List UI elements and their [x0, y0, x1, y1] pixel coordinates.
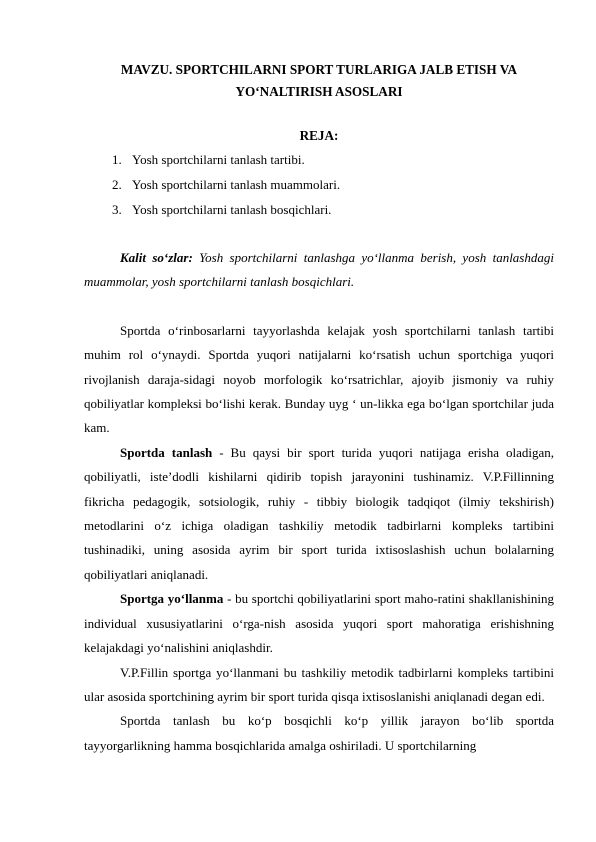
plan-item-text: Yosh sportchilarni tanlash muammolari. — [132, 177, 341, 192]
keywords-text: Yosh sportchilarni tanlashga yo‘llanma berish, yosh tanlashdagi muammolar, yosh sportchilarni tanlash bosqichlari. — [84, 250, 554, 290]
plan-item-text: Yosh sportchilarni tanlash tartibi. — [132, 152, 305, 167]
plan-item — [84, 176, 554, 201]
plan-item-number: 3. — [112, 202, 122, 217]
keywords-label: Kalit so‘zlar: — [120, 250, 193, 265]
paragraph-text: Sportda o‘rinbosarlarni tayyorlashda kelajak yosh sportchilarni tanlash tartibi muhim rol o‘ynaydi. Sportda yuqori natijalarni ko‘rsatish uchun sportchiga yuqori rivojlanish daraja-sidagi noyob morfologik ko‘rsatrichlar, ajoyib jismoniy va ruhiy qobiliyatlar kompleksi bo‘lishi kerak. Bunday uyg ‘ un-likka ega bo‘lgan sportchilar juda kam. — [84, 322, 554, 436]
page-title — [84, 59, 554, 103]
paragraph-spacer — [84, 295, 554, 319]
paragraph-text: Sportda tanlash bu ko‘p bosqichli ko‘p yillik jarayon bo‘lib sportda tayyorgarlikning hamma bosqichlarida amalga oshiriladi. U sportchilarning — [84, 713, 554, 753]
paragraph-lead-term: Sportda tanlash — [120, 444, 213, 460]
body-paragraph — [84, 319, 554, 441]
plan-heading: REJA: — [299, 128, 339, 143]
body-paragraph — [84, 587, 554, 660]
paragraph-text: - bu sportchi qobiliyatlarini sport maho-ratini shakllanishining individual xususiyatlarini o‘rga-nish asosida yuqori sport mahoratiga erishishning kelajakdagi yo‘nalishini aniqlashdir. — [84, 591, 554, 656]
plan-item — [84, 201, 554, 226]
paragraph-lead-term: Sportga yo‘llanma — [120, 591, 224, 607]
plan-item-text: Yosh sportchilarni tanlash bosqichlari. — [132, 202, 332, 217]
title-line-2: YO‘NALTIRISH ASOSLARI — [235, 84, 403, 99]
body-paragraph — [84, 441, 554, 587]
document-body — [84, 246, 554, 758]
body-paragraph — [84, 661, 554, 710]
plan-list — [84, 151, 554, 226]
title-line-1: MAVZU. SPORTCHILARNI SPORT TURLARIGA JALB ETISH VA — [120, 62, 518, 77]
body-paragraph — [84, 709, 554, 758]
plan-item — [84, 151, 554, 176]
plan-item-number: 2. — [112, 177, 122, 192]
keywords-paragraph — [84, 246, 554, 295]
paragraph-text: V.P.Fillin sportga yo‘llanmani bu tashkiliy metodik tadbirlarni kompleks tartibini ular asosida sportchining ayrim bir sport turida qisqa ixtisoslanishi aniqlanadi degan edi. — [84, 664, 554, 704]
plan-item-number: 1. — [112, 152, 122, 167]
paragraph-text: - Bu qaysi bir sport turida yuqori natijaga erisha oladigan, qobiliyatli, iste’dodli kishilarni qidirib topish jarayonini tushinamiz. V.P.Fillinning fikricha pedagogik, sotsiologik, ruhiy - tibbiy biologik tadqiqot (ilmiy tekshirish) metodlarini o‘z ichiga oladigan tashkiliy metodik tadbirlarni kompleks tartibini tushinadiki, uning asosida ayrim bir sport turida ixtisoslashish uchun bolalarning qobiliyatlari aniqlanadi. — [84, 444, 554, 582]
